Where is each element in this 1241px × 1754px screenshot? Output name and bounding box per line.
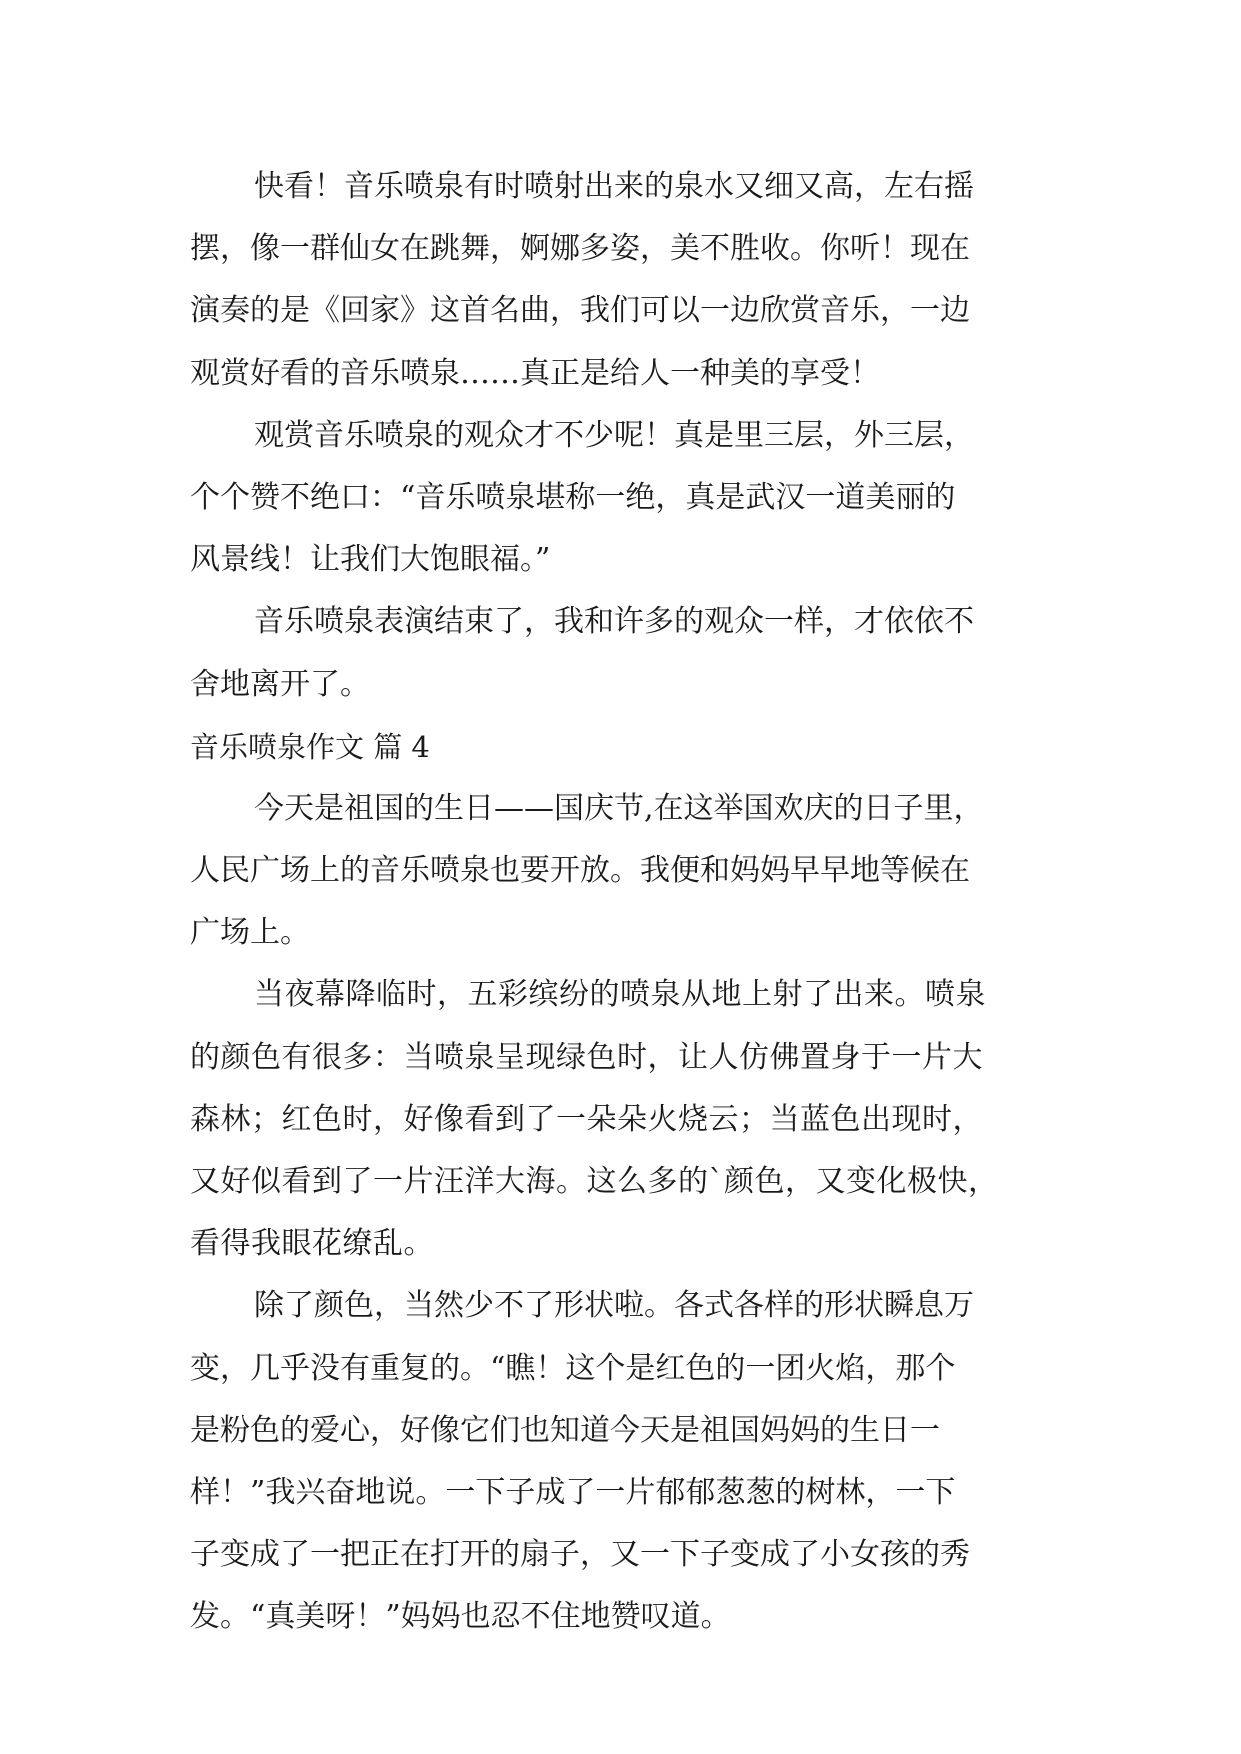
text-line: 是粉色的爱心，好像它们也知道今天是祖国妈妈的生日一 bbox=[190, 1412, 940, 1448]
text-line: 森林；红色时，好像看到了一朵朵火烧云；当蓝色出现时， bbox=[190, 1101, 983, 1137]
text-line: 发。“真美呀！”妈妈也忍不住地赞叹道。 bbox=[190, 1599, 731, 1635]
paragraph-colors bbox=[190, 964, 1070, 1275]
text-line: 风景线！让我们大饱眼福。” bbox=[190, 542, 551, 578]
text-line: 的颜色有很多：当喷泉呈现绿色时，让人仿佛置身于一片大 bbox=[190, 1039, 983, 1075]
text-line: 广场上。 bbox=[190, 915, 310, 951]
section-heading-text: 音乐喷泉作文 篇 4 bbox=[190, 729, 430, 764]
paragraph-fountain-swaying bbox=[190, 156, 1070, 405]
text-line: 快看！音乐喷泉有时喷射出来的泉水又细又高，左右摇 bbox=[254, 169, 974, 204]
text-line: 舍地离开了。 bbox=[190, 666, 370, 702]
text-line: 除了颜色，当然少不了形状啦。各式各样的形状瞬息万 bbox=[254, 1288, 974, 1324]
text-line: 又好似看到了一片汪洋大海。这么多的`颜色，又变化极快， bbox=[190, 1164, 999, 1199]
text-line: 观赏音乐喷泉的观众才不少呢！真是里三层，外三层， bbox=[254, 417, 974, 453]
paragraph-show-ends bbox=[190, 591, 1070, 715]
text-line: 观赏好看的音乐喷泉……真正是给人一种美的享受！ bbox=[190, 355, 880, 391]
text-line: 看得我眼花缭乱。 bbox=[190, 1226, 434, 1262]
text-line: 变，几乎没有重复的。“瞧！这个是红色的一团火焰，那个 bbox=[190, 1350, 956, 1386]
text-line: 样！”我兴奋地说。一下子成了一片郁郁葱葱的树林，一下 bbox=[190, 1474, 956, 1510]
text-line: 演奏的是《回家》这首名曲，我们可以一边欣赏音乐，一边 bbox=[190, 293, 970, 329]
paragraph-national-day bbox=[190, 778, 1070, 965]
paragraph-shapes bbox=[190, 1275, 1070, 1648]
text-line: 子变成了一把正在打开的扇子，又一下子变成了小女孩的秀 bbox=[190, 1537, 970, 1573]
section-heading bbox=[190, 716, 1070, 778]
text-line: 人民广场上的音乐喷泉也要开放。我便和妈妈早早地等候在 bbox=[190, 853, 970, 889]
text-line: 摆，像一群仙女在跳舞，婀娜多姿，美不胜收。你听！现在 bbox=[190, 231, 970, 267]
text-line: 当夜幕降临时，五彩缤纷的喷泉从地上射了出来。喷泉 bbox=[254, 977, 986, 1013]
text-line: 个个赞不绝口：“音乐喷泉堪称一绝，真是武汉一道美丽的 bbox=[190, 479, 956, 515]
text-line: 音乐喷泉表演结束了，我和许多的观众一样，才依依不 bbox=[254, 604, 974, 640]
paragraph-audience bbox=[190, 405, 1070, 592]
document-page bbox=[190, 156, 1070, 1649]
text-line: 今天是祖国的生日——国庆节,在这举国欢庆的日子里， bbox=[254, 790, 984, 826]
